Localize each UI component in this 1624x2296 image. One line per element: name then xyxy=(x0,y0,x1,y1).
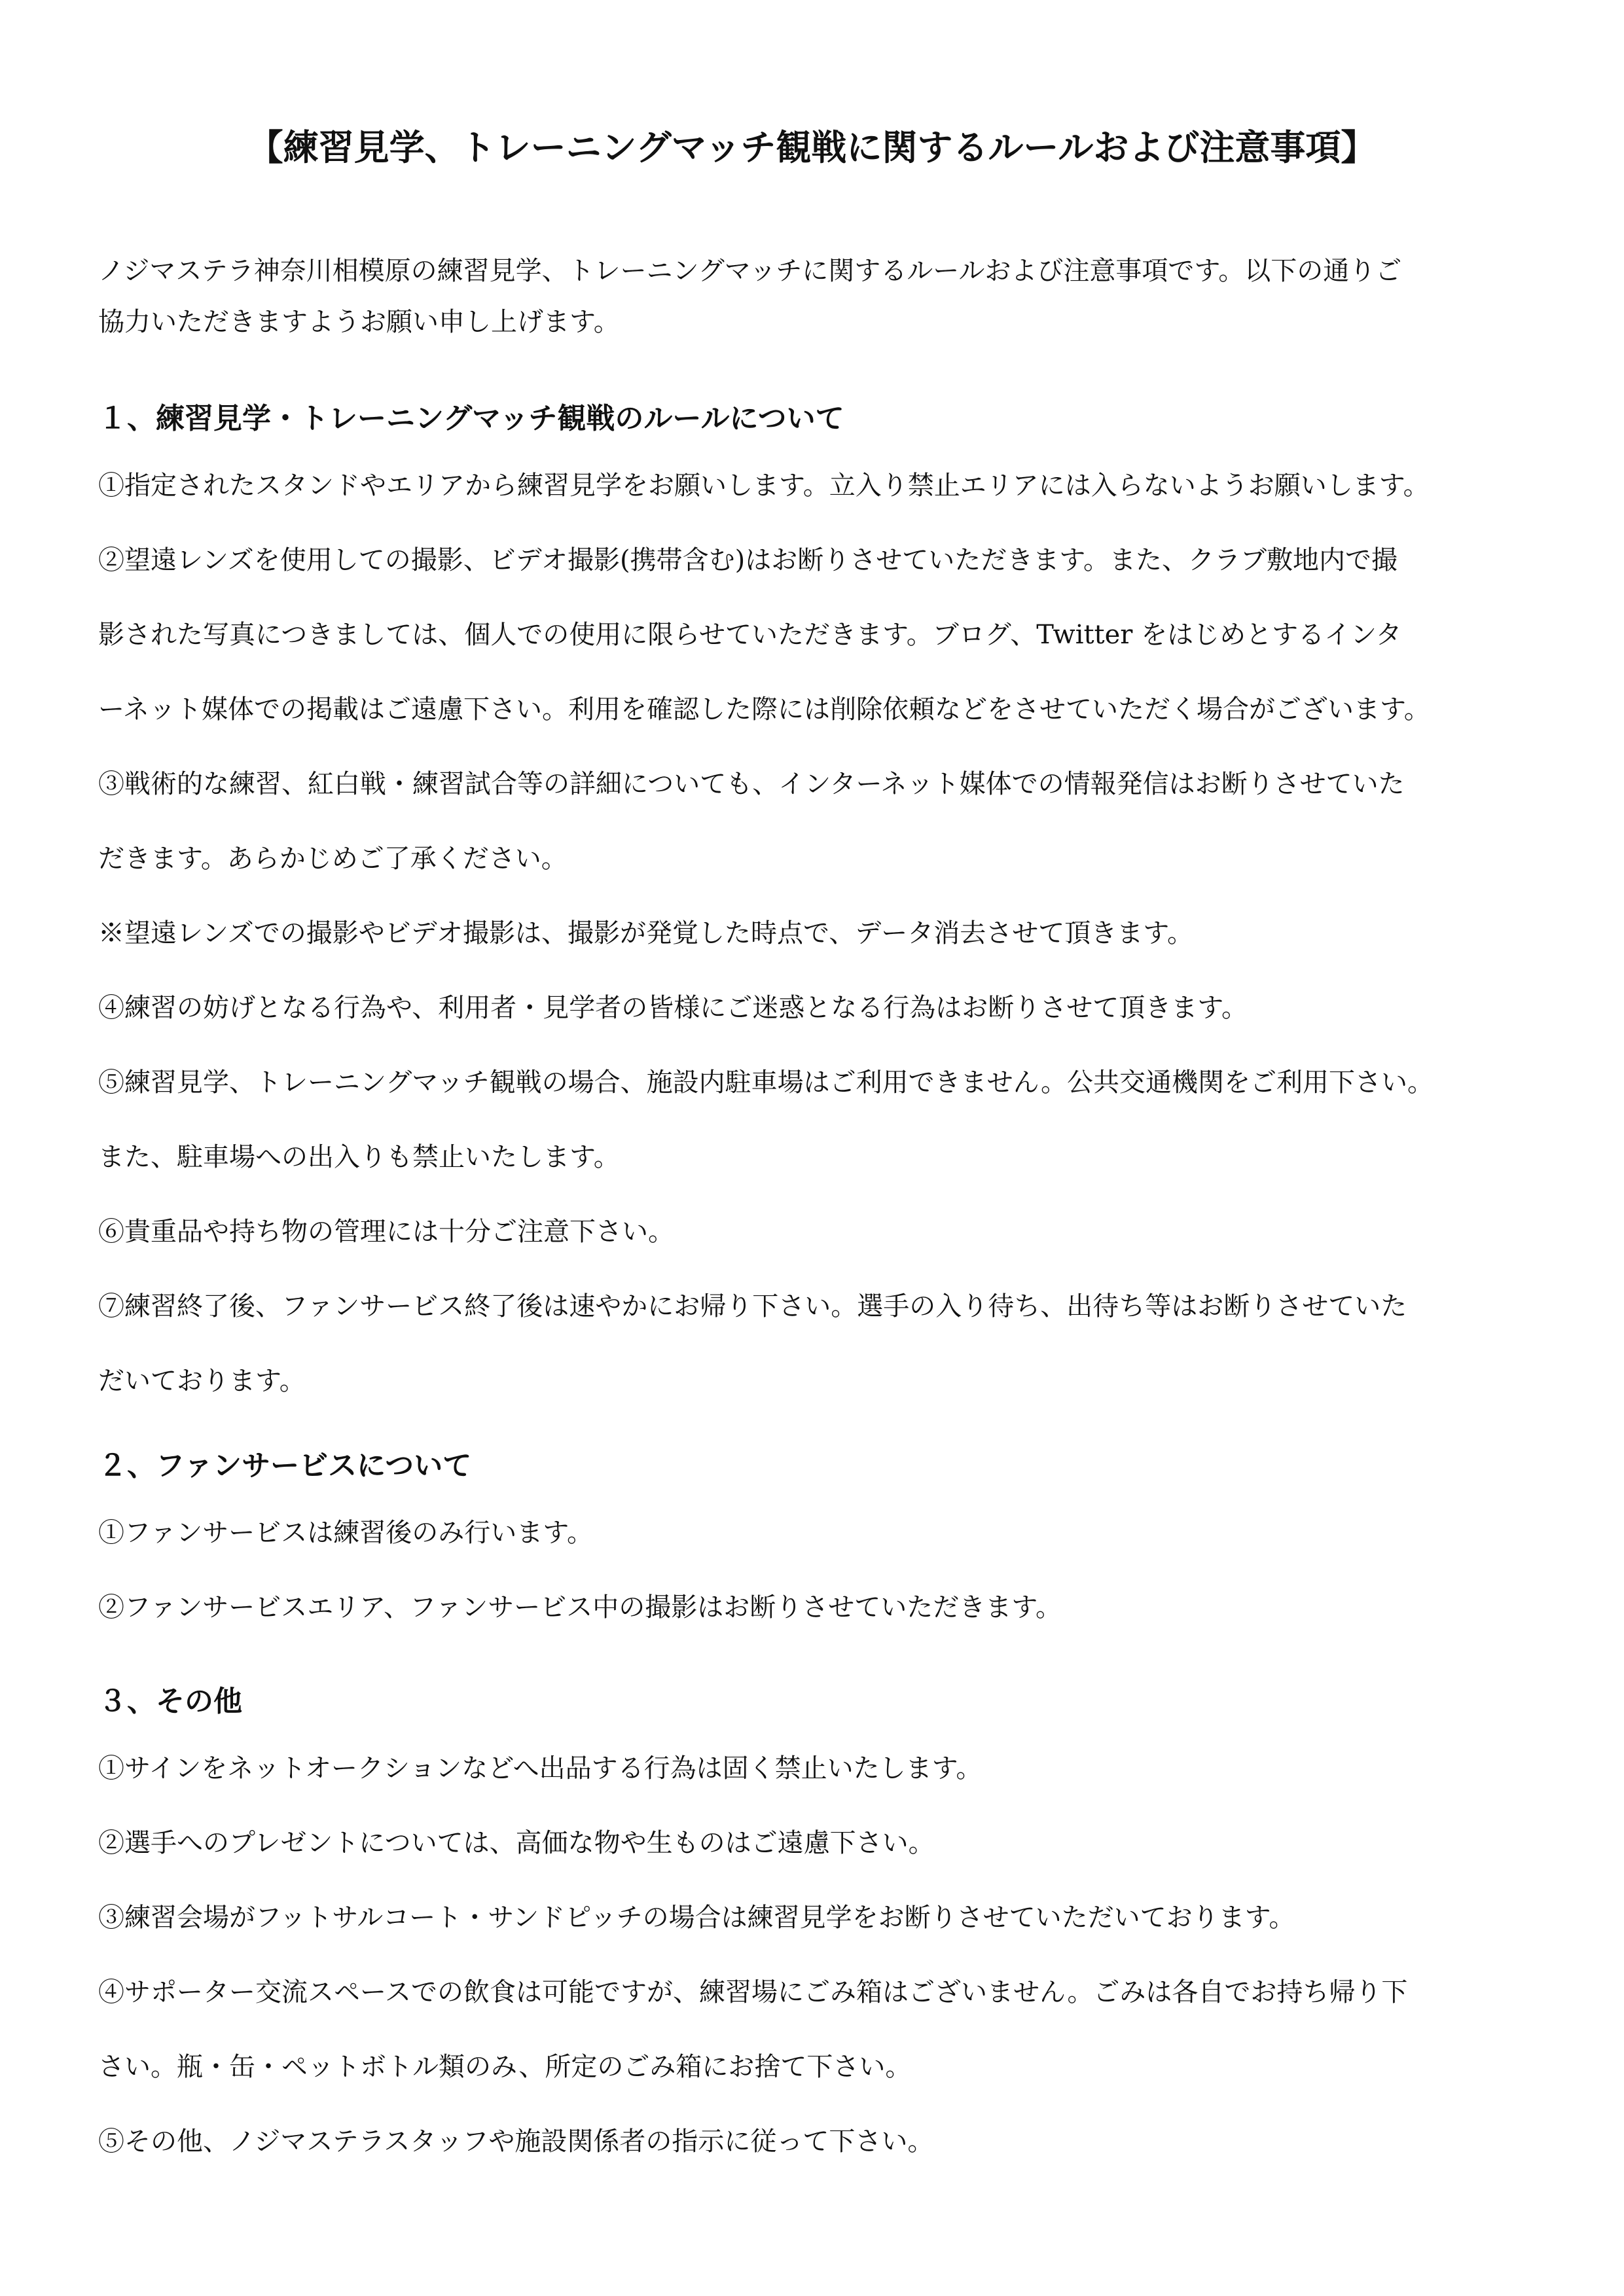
intro-paragraph xyxy=(98,245,1538,348)
section-heading: ３、その他 xyxy=(98,1685,242,1718)
rule-item-2 xyxy=(98,523,1558,747)
intro-line: ノジマステラ神奈川相模原の練習見学、トレーニングマッチに関するルールおよび注意事項です。以下の通りご xyxy=(98,256,1402,286)
rule-line: ①サインをネットオークションなどへ出品する行為は固く禁止いたします。 xyxy=(98,1753,983,1784)
rule-line: ④サポーター交流スペースでの飲食は可能ですが、練習場にごみ箱はございません。ごみは各自でお持ち帰り下 xyxy=(98,1977,1408,2007)
other-item-1 xyxy=(98,1731,1558,1806)
rule-line: ⑤その他、ノジマステラスタッフや施設関係者の指示に従って下さい。 xyxy=(98,2126,934,2157)
rule-item-6 xyxy=(98,1194,1558,1269)
rule-line: また、駐車場への出入りも禁止いたします。 xyxy=(98,1142,620,1172)
section-other xyxy=(98,1672,1558,2179)
rule-line: だいております。 xyxy=(98,1366,306,1396)
rule-item-5 xyxy=(98,1045,1558,1194)
rule-item-7 xyxy=(98,1269,1558,1418)
section-heading: １、練習見学・トレーニングマッチ観戦のルールについて xyxy=(98,402,844,435)
rule-line: ⑥貴重品や持ち物の管理には十分ご注意下さい。 xyxy=(98,1217,674,1247)
intro-line: 協力いただきますようお願い申し上げます。 xyxy=(98,307,620,337)
rule-item-3 xyxy=(98,747,1558,896)
rule-note xyxy=(98,896,1558,971)
rule-line: ③練習会場がフットサルコート・サンドピッチの場合は練習見学をお断りさせていただいております。 xyxy=(98,1903,1295,1933)
rule-line: だきます。あらかじめご了承ください。 xyxy=(98,844,568,874)
other-item-4 xyxy=(98,1955,1558,2104)
rule-line: 影された写真につきましては、個人での使用に限らせていただきます。ブログ、Twitter をはじめとするインタ xyxy=(98,620,1402,650)
fan-service-item-2 xyxy=(98,1570,1558,1645)
rule-line: ⑦練習終了後、ファンサービス終了後は速やかにお帰り下さい。選手の入り待ち、出待ち等はお断りさせていた xyxy=(98,1291,1407,1321)
other-item-5 xyxy=(98,2104,1558,2179)
rule-line: ⑤練習見学、トレーニングマッチ観戦の場合、施設内駐車場はご利用できません。公共交通機関をご利用下さい。 xyxy=(98,1067,1434,1098)
rule-line: ②ファンサービスエリア、ファンサービス中の撮影はお断りさせていただきます。 xyxy=(98,1592,1062,1623)
document-title: 【練習見学、トレーニングマッチ観戦に関するルールおよび注意事項】 xyxy=(247,126,1377,168)
rule-line: ※望遠レンズでの撮影やビデオ撮影は、撮影が発覚した時点で、データ消去させて頂きます。 xyxy=(98,918,1193,948)
rule-line: ①ファンサービスは練習後のみ行います。 xyxy=(98,1518,593,1548)
other-item-3 xyxy=(98,1880,1558,1955)
rule-line: ーネット媒体での掲載はご遠慮下さい。利用を確認した際には削除依頼などをさせていただく場合がございます。 xyxy=(98,694,1430,725)
rule-line: ②選手へのプレゼントについては、高価な物や生ものはご遠慮下さい。 xyxy=(98,1828,935,1858)
fan-service-item-1 xyxy=(98,1496,1558,1570)
rule-line: ②望遠レンズを使用しての撮影、ビデオ撮影(携帯含む)はお断りさせていただきます。また、クラブ敷地内で撮 xyxy=(98,545,1398,575)
section-practice-rules xyxy=(98,389,1558,1418)
rule-item-1 xyxy=(98,448,1558,523)
rule-line: ①指定されたスタンドやエリアから練習見学をお願いします。立入り禁止エリアには入らないようお願いします。 xyxy=(98,471,1430,501)
section-fan-service xyxy=(98,1437,1558,1645)
rule-item-4 xyxy=(98,971,1558,1045)
other-item-2 xyxy=(98,1806,1558,1880)
rule-line: ④練習の妨げとなる行為や、利用者・見学者の皆様にご迷惑となる行為はお断りさせて頂きます。 xyxy=(98,993,1248,1023)
section-heading: ２、ファンサービスについて xyxy=(98,1449,472,1482)
rule-line: ③戦術的な練習、紅白戦・練習試合等の詳細についても、インターネット媒体での情報発信はお断りさせていた xyxy=(98,769,1405,799)
rule-line: さい。瓶・缶・ペットボトル類のみ、所定のごみ箱にお捨て下さい。 xyxy=(98,2052,912,2082)
